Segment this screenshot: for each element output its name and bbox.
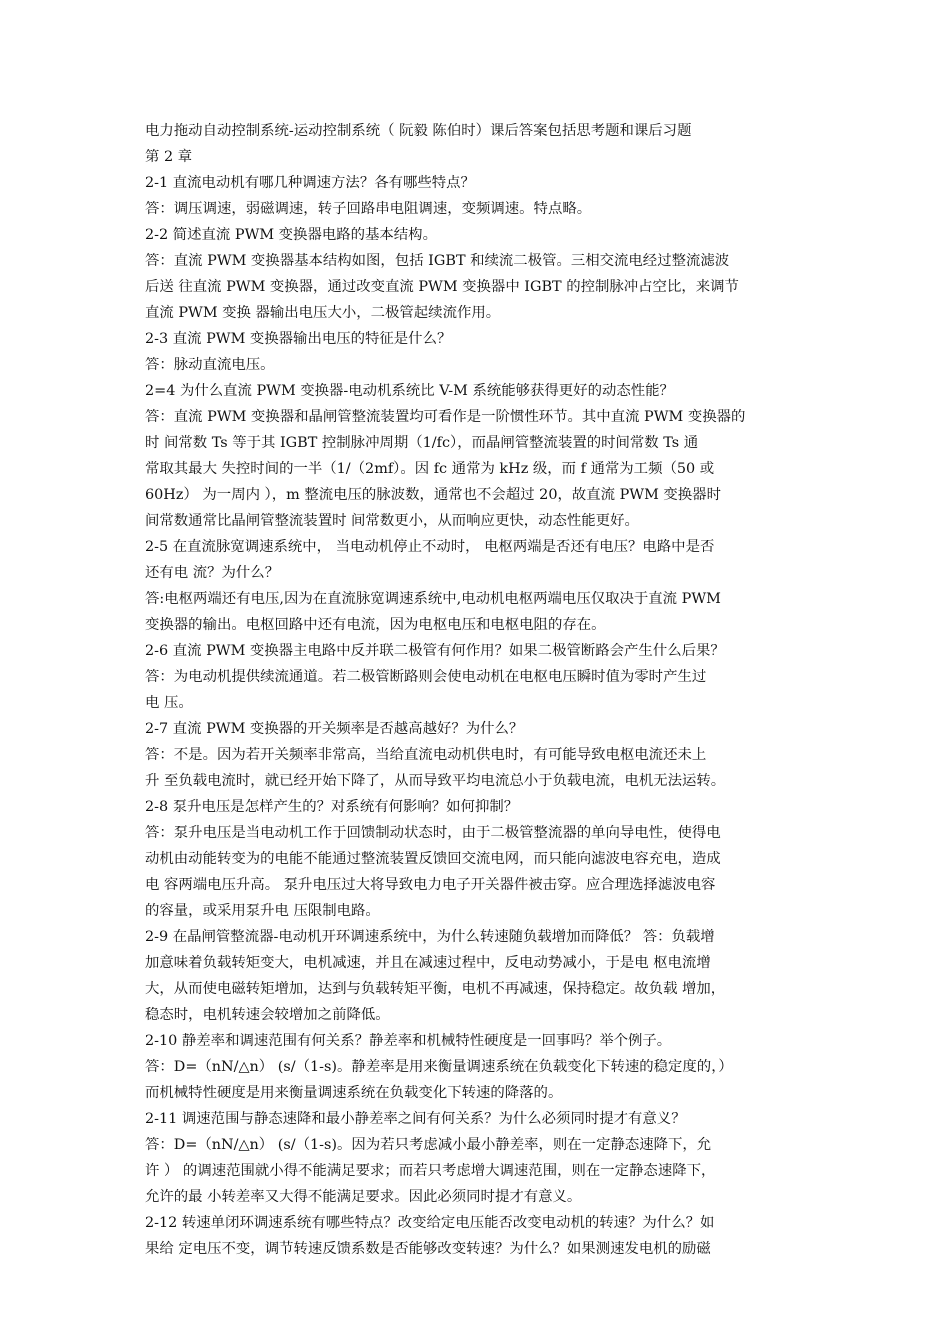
text-line: 稳态时，电机转速会较增加之前降低。: [145, 1007, 390, 1023]
text-line: 的容量，或采用泵升电 压限制电路。: [145, 903, 380, 919]
text-line: 允许的最 小转差率又大得不能满足要求。因此必须同时提才有意义。: [145, 1189, 582, 1205]
text-line: 答：脉动直流电压。: [145, 357, 275, 373]
document-title: 电力拖动自动控制系统-运动控制系统（ 阮毅 陈伯时）课后答案包括思考题和课后习题: [145, 123, 692, 139]
text-line: 2=4 为什么直流 PWM 变换器-电动机系统比 V-M 系统能够获得更好的动态性能？: [145, 383, 674, 399]
text-line: 答：直流 PWM 变换器和晶闸管整流装置均可看作是一阶惯性环节。其中直流 PWM 变换器的: [145, 409, 746, 425]
text-line: 答：为电动机提供续流通道。若二极管断路则会使电动机在电枢电压瞬时值为零时产生过: [145, 669, 707, 685]
text-line: 2-8 泵升电压是怎样产生的？对系统有何影响？如何抑制？: [145, 799, 519, 815]
text-line: 而机械特性硬度是用来衡量调速系统在负载变化下转速的降落的。: [145, 1085, 563, 1101]
text-line: 2-5 在直流脉宽调速系统中， 当电动机停止不动时， 电枢两端是否还有电压？电路中是否: [145, 539, 715, 555]
text-line: 升 至负载电流时，就已经开始下降了，从而导致平均电流总小于负载电流，电机无法运转。: [145, 773, 726, 789]
text-line: 答：调压调速，弱磁调速，转子回路串电阻调速，变频调速。特点略。: [145, 201, 592, 217]
text-line: 2-9 在晶闸管整流器-电动机开环调速系统中，为什么转速随负载增加而降低？ 答：负载增: [145, 929, 715, 945]
text-line: 时 间常数 Ts 等于其 IGBT 控制脉冲周期（1/fc），而晶闸管整流装置的时间常数 Ts 通: [145, 435, 699, 451]
text-line: 2-10 静差率和调速范围有何关系？静差率和机械特性硬度是一回事吗？举个例子。: [145, 1033, 672, 1049]
text-line: 答：D=（nN/△n） (s/（1-s)。静差率是用来衡量调速系统在负载变化下转速的稳定度的，）: [145, 1059, 733, 1075]
text-line: 还有电 流？为什么？: [145, 565, 280, 581]
text-line: 大，从而使电磁转矩增加，达到与负载转矩平衡，电机不再减速，保持稳定。故负载 增加，: [145, 981, 726, 997]
text-line: 2-6 直流 PWM 变换器主电路中反并联二极管有何作用？如果二极管断路会产生什么后果？: [145, 643, 725, 659]
text-line: 动机由动能转变为的电能不能通过整流装置反馈回交流电网，而只能向滤波电容充电，造成: [145, 851, 721, 867]
chapter-heading: 第 2 章: [145, 149, 193, 165]
text-line: 常取其最大 失控时间的一半（1/（2mf）。因 fc 通常为 kHz 级，而 f 通常为工频（50 或: [145, 461, 715, 477]
text-line: 60Hz） 为一周内 ），m 整流电压的脉波数，通常也不会超过 20，故直流 PWM 变换器时: [145, 487, 721, 503]
document-body: [145, 170, 808, 1262]
text-line: 电 容两端电压升高。 泵升电压过大将导致电力电子开关器件被击穿。应合理选择滤波电容: [145, 877, 716, 893]
text-line: 后送 往直流 PWM 变换器，通过改变直流 PWM 变换器中 IGBT 的控制脉冲占空比，来调节: [145, 279, 739, 295]
text-line: 答:电枢两端还有电压,因为在直流脉宽调速系统中,电动机电枢两端电压仅取决于直流 PWM: [145, 591, 721, 607]
text-line: 变换器的输出。电枢回路中还有电流，因为电枢电压和电枢电阻的存在。: [145, 617, 606, 633]
text-line: 答：D=（nN/△n） (s/（1-s)。因为若只考虑减小最小静差率，则在一定静态速降下，允: [145, 1137, 712, 1153]
text-line: 加意味着负载转矩变大，电机减速，并且在减速过程中，反电动势减小，于是电 枢电流增: [145, 955, 711, 971]
text-line: 答：泵升电压是当电动机工作于回馈制动状态时，由于二极管整流器的单向导电性，使得电: [145, 825, 721, 841]
text-line: 间常数通常比晶闸管整流装置时 间常数更小，从而响应更快，动态性能更好。: [145, 513, 639, 529]
text-line: 直流 PWM 变换 器输出电压大小，二极管起续流作用。: [145, 305, 501, 321]
text-line: 答：不是。因为若开关频率非常高，当给直流电动机供电时，有可能导致电枢电流还未上: [145, 747, 707, 763]
text-line: 2-12 转速单闭环调速系统有哪些特点？改变给定电压能否改变电动机的转速？为什么？如: [145, 1215, 715, 1231]
text-line: 许 ） 的调速范围就小得不能满足要求；而若只考虑增大调速范围，则在一定静态速降下，: [145, 1163, 716, 1179]
text-line: 2-3 直流 PWM 变换器输出电压的特征是什么？: [145, 331, 452, 347]
text-line: 2-2 简述直流 PWM 变换器电路的基本结构。: [145, 227, 437, 243]
text-line: 电 压。: [145, 695, 193, 711]
text-line: 答：直流 PWM 变换器基本结构如图，包括 IGBT 和续流二极管。三相交流电经过整流滤波: [145, 253, 730, 269]
text-line: 2-11 调速范围与静态速降和最小静差率之间有何关系？为什么必须同时提才有意义？: [145, 1111, 686, 1127]
text-line: 2-7 直流 PWM 变换器的开关频率是否越高越好？为什么？: [145, 721, 524, 737]
text-line: 2-1 直流电动机有哪几种调速方法？各有哪些特点？: [145, 175, 475, 191]
text-line: 果给 定电压不变，调节转速反馈系数是否能够改变转速？为什么？如果测速发电机的励磁: [145, 1241, 711, 1257]
